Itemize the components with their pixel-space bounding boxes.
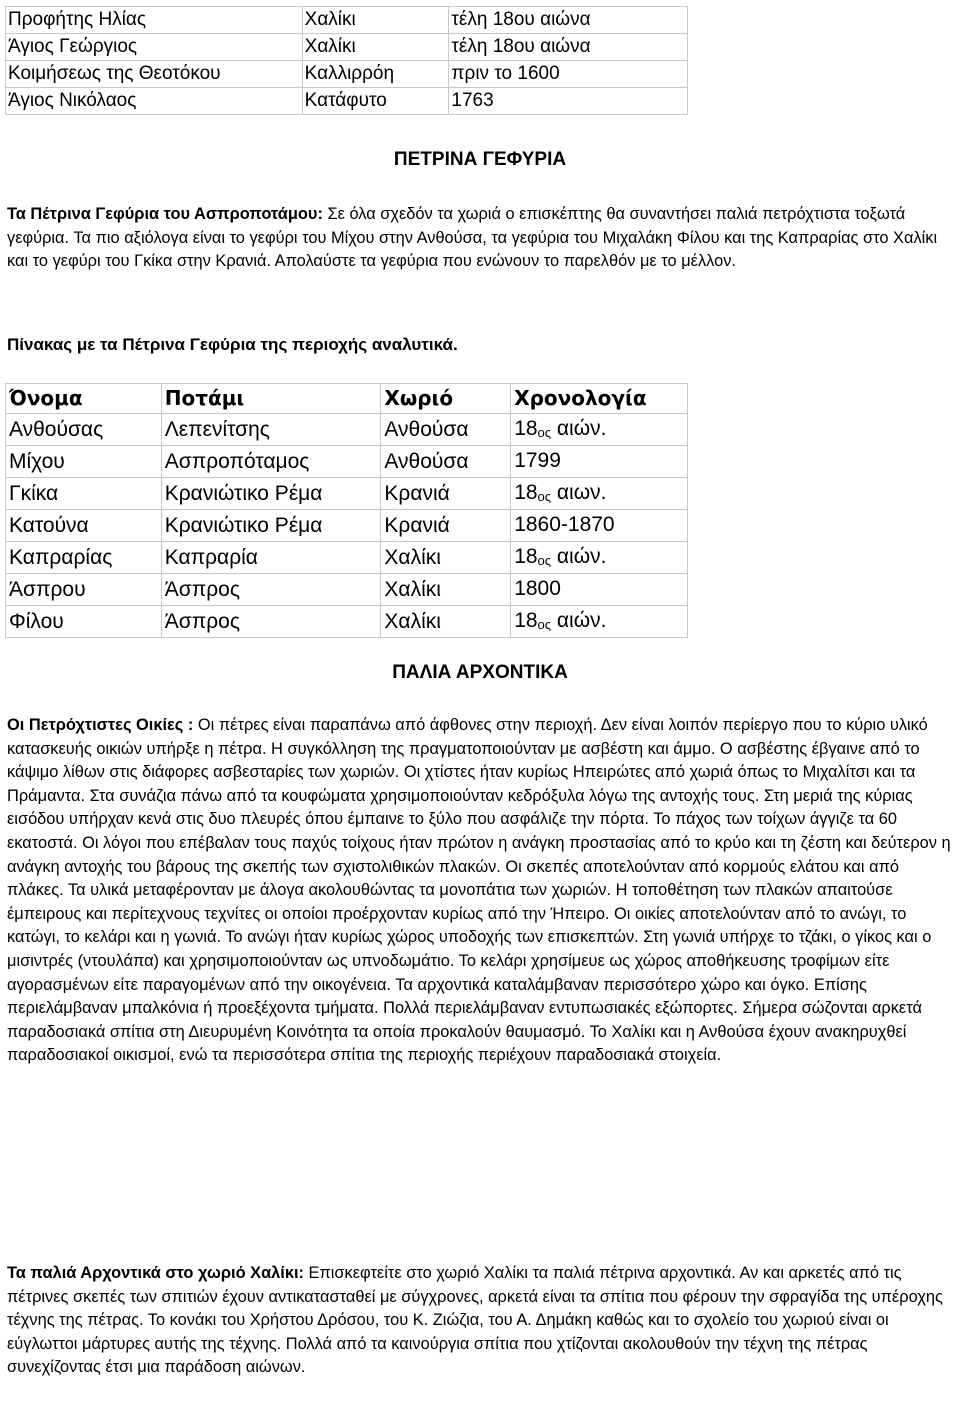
bridges-table-title: Πίνακας με τα Πέτρινα Γεφύρια της περιοχής αναλυτικά. (7, 335, 458, 354)
bridge-date: $18_{o\varsigma}$ αιών. (511, 542, 688, 574)
bridge-river: Καπραρία (161, 542, 381, 574)
bridge-village: Χαλίκι (381, 606, 511, 638)
table-row (6, 88, 688, 115)
bridge-name: Κατούνα (6, 510, 162, 542)
table-row (6, 7, 688, 34)
bridge-date: 1800 (511, 574, 688, 606)
bridge-name: Καπραρίας (6, 542, 162, 574)
column-header-name: Όνομα (6, 384, 162, 414)
bridges-heading: ΠΕΤΡΙΝΑ ΓΕΦΥΡΙΑ (393, 149, 567, 170)
table-row (6, 446, 688, 478)
bridge-name: Μίχου (6, 446, 162, 478)
halikí-mansions-paragraph (7, 1262, 957, 1380)
mansions-heading: ΠΑΛΙΑ ΑΡΧΟΝΤΙΚΑ (392, 662, 568, 683)
column-header-village: Χωριό (381, 384, 511, 414)
church-date: πριν το 1600 (449, 61, 688, 88)
bridge-name: Άσπρου (6, 574, 162, 606)
church-village: Χαλίκι (302, 7, 449, 34)
bridge-name: Φίλου (6, 606, 162, 638)
bridge-date: $18_{o\varsigma}$ αιών. (511, 414, 688, 446)
bridge-village: Ανθούσα (381, 414, 511, 446)
halikí-mansions-lead: Τα παλιά Αρχοντικά στο χωριό Χαλίκι: (7, 1264, 304, 1282)
bridge-river: Κρανιώτικο Ρέμα (161, 510, 381, 542)
table-row (6, 510, 688, 542)
stone-houses-lead: Οι Πετρόχτιστες Οικίες : (7, 716, 194, 734)
bridge-village: Χαλίκι (381, 574, 511, 606)
bridge-village: Κρανιά (381, 478, 511, 510)
bridges-table (5, 383, 688, 638)
table-header-row (6, 384, 688, 414)
church-name: Προφήτης Ηλίας (6, 7, 303, 34)
halikí-mansions-text: Επισκεφτείτε στο χωριό Χαλίκι τα παλιά πέτρινα αρχοντικά. Αν και αρκετές από τις πέτρινες σκεπές των σπιτιών έχουν αντικατασταθεί με σύγχρονες, αρκετά είναι τα σπίτια που φέρουν την σφραγίδα της υπέροχης τέχνης της πέτρας. Το κονάκι του Χρήστου Δρόσου, του Κ. Ζιώζια, του Α. Δημάκη καθώς και το σχολείο του χωριού είναι οι εύγλωττοι μάρτυρες αυτής της τέχνης. Πολλά από τα καινούργια σπίτια που χτίζονται ακολουθούν την τέχνη της πέτρας συνεχίζοντας έτσι μια παράδοση αιώνων. (7, 1264, 943, 1377)
table-row (6, 542, 688, 574)
bridge-name: Γκίκα (6, 478, 162, 510)
stone-houses-text: Οι πέτρες είναι παραπάνω από άφθονες στην περιοχή. Δεν είναι λοιπόν περίεργο που το κύριο υλικό κατασκευής οικιών υπήρξε η πέτρα. Η συγκόλληση της πραγματοποιούνταν με ασβέστη και άμμο. Ο ασβέστης έβγαινε από το κάψιμο λίθων στις διάφορες ασβεσταρίες των χωριών. Οι χτίστες ήταν κυρίως Ηπειρώτες από χωριά όπως το Μιχαλίτσι και τα Πράμαντα. Στα συνάζια πάνω από τα κουφώματα χρησιμοποιούνταν κεδρόξυλα λόγω της αντοχής τους. Στη μεριά της κύριας εισόδου υπήρχαν κενά στις δυο πλευρές όπου έμπαινε το ξύλο που ασφάλιζε την πόρτα. Το πάχος των τοίχων άγγιζε τα 60 εκατοστά. Οι λόγοι που επέβαλαν τους παχύς τοίχους ήταν πρώτον η ανάγκη προστασίας από το κρύο και τη ζέστη και δεύτερον η ανάγκη αντοχής του βάρους της σκεπής των σχιστολιθικών πλακών. Οι σκεπές αποτελούνταν από κορμούς ελάτου και από πλάκες. Τα υλικά μεταφέρονταν με άλογα ακολουθώντας τα μονοπάτια των χωριών. Η τοποθέτηση των πλακών απαιτούσε έμπειρους και περίτεχνους τεχνίτες οι οποίοι προέρχονταν κυρίως από την Ήπειρο. Οι οικίες αποτελούνταν από το ανώγι, το κατώγι, το κελάρι και η γωνιά. Το ανώγι ήταν κυρίως χώρος υποδοχής των επισκεπτών. Στη γωνιά υπήρχε το τζάκι, ο γίκος και ο μισιντρές (ντουλάπα) και χρησιμοποιούνταν ως υπνοδωμάτιο. Το κελάρι χρησίμευε ως χώρος αποθήκευσης τροφίμων είτε αγορασμένων είτε παραγομένων από την οικογένεια. Τα αρχοντικά καταλάμβαναν περισσότερο χώρο και όγκο. Επίσης περιελάμβαναν μπαλκόνια ή προεξέχοντα τμήματα. Πολλά περιελάμβαναν εντυπωσιακές εξώπορτες. Σήμερα σώζονται αρκετά παραδοσιακά σπίτια στη Διευρυμένη Κοινότητα τα οποία προκαλούν θαυμασμό. Το Χαλίκι και η Ανθούσα έχουν ανακηρυχθεί παραδοσιακοί οικισμοί, ενώ τα περισσότερα σπίτια της περιοχής περιέχουν παραδοσιακά στοιχεία. (7, 716, 951, 1065)
church-name: Κοιμήσεως της Θεοτόκου (6, 61, 303, 88)
bridges-intro-text: Σε όλα σχεδόν τα χωριά ο επισκέπτης θα συναντήσει παλιά πετρόχτιστα τοξωτά γεφύρια. Τα πιο αξιόλογα είναι το γεφύρι του Μίχου στην Ανθούσα, τα γεφύρια του Μιχαλάκη Φίλου και της Καπραρίας στο Χαλίκι και το γεφύρι του Γκίκα στην Κρανιά. Απολαύστε τα γεφύρια που ενώνουν το παρελθόν με το μέλλον. (7, 205, 938, 271)
church-date: 1763 (449, 88, 688, 115)
church-name: Άγιος Νικόλαος (6, 88, 303, 115)
bridge-river: Ασπροπόταμος (161, 446, 381, 478)
bridge-date: 1799 (511, 446, 688, 478)
church-date: τέλη 18ου αιώνα (449, 34, 688, 61)
bridge-village: Χαλίκι (381, 542, 511, 574)
church-date: τέλη 18ου αιώνα (449, 7, 688, 34)
bridge-river: Λεπενίτσης (161, 414, 381, 446)
bridges-intro-paragraph (7, 203, 957, 274)
bridge-date: $18_{o\varsigma}$ αιών. (511, 606, 688, 638)
bridge-date: 1860-1870 (511, 510, 688, 542)
church-name: Άγιος Γεώργιος (6, 34, 303, 61)
table-row (6, 414, 688, 446)
bridge-river: Άσπρος (161, 574, 381, 606)
bridge-village: Κρανιά (381, 510, 511, 542)
bridge-date: $18_{o\varsigma}$ αιων. (511, 478, 688, 510)
table-row (6, 606, 688, 638)
column-header-river: Ποτάμι (161, 384, 381, 414)
church-village: Κατάφυτο (302, 88, 449, 115)
bridge-name: Ανθούσας (6, 414, 162, 446)
bridges-intro-lead: Τα Πέτρινα Γεφύρια του Ασπροποτάμου: (7, 205, 323, 223)
column-header-date: Χρονολογία (511, 384, 688, 414)
table-row (6, 478, 688, 510)
table-row (6, 61, 688, 88)
bridge-river: Κρανιώτικο Ρέμα (161, 478, 381, 510)
bridge-village: Ανθούσα (381, 446, 511, 478)
stone-houses-paragraph (7, 714, 957, 1068)
church-village: Καλλιρρόη (302, 61, 449, 88)
bridge-river: Άσπρος (161, 606, 381, 638)
church-village: Χαλίκι (302, 34, 449, 61)
table-row (6, 574, 688, 606)
table-row (6, 34, 688, 61)
churches-table (5, 6, 688, 115)
